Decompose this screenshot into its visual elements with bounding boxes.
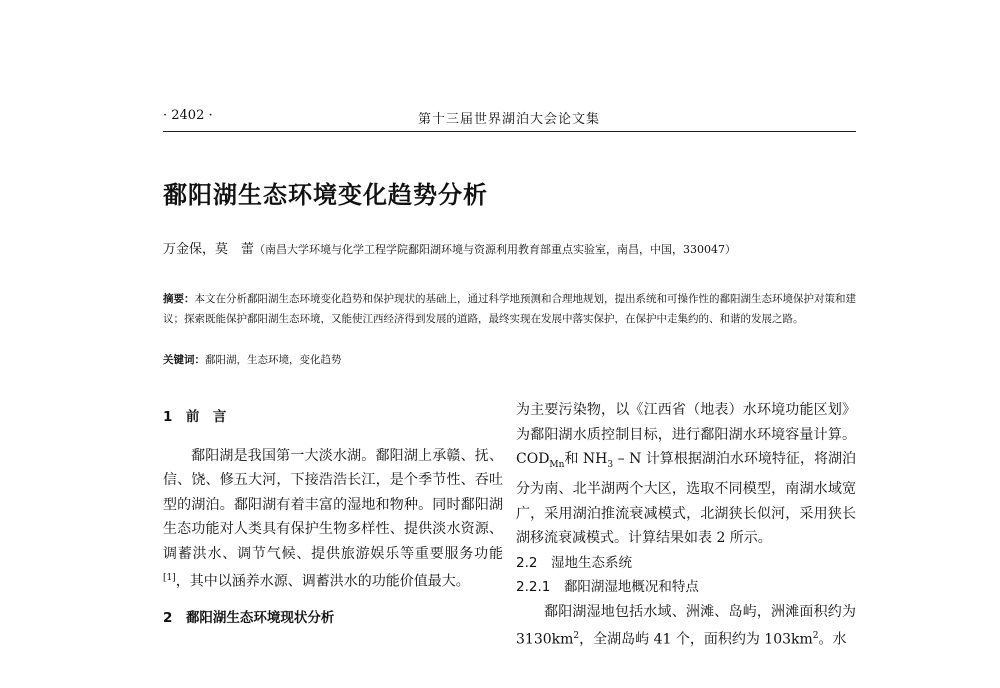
section-1-heading: 1 前 言 (163, 409, 227, 425)
affiliation: （南昌大学环境与化学工程学院鄱阳湖环境与资源利用教育部重点实验室，南昌，中国，330047） (254, 243, 737, 256)
paper-title: 鄱阳湖生态环境变化趋势分析 (163, 181, 488, 209)
proceedings-title: 第十三届世界湖泊大会论文集 (418, 112, 601, 127)
keywords-text: 鄱阳湖，生态环境，变化趋势 (205, 354, 342, 366)
cod-subscript: Mn (549, 459, 565, 470)
right-column (516, 398, 856, 652)
authors: 万金保，莫 蕾 (163, 242, 255, 257)
section-2-heading: 2 鄱阳湖生态环境现状分析 (163, 610, 335, 627)
right-text-d: 鄱阳湖湿地包括水域、洲滩、岛屿，洲滩面积约为 3130km (516, 603, 856, 648)
right-text-a: 为主要污染物，以《江西省（地表）水环境功能区划》为鄱阳湖水质控制目标，进行鄱阳湖水环境容量计算。COD (516, 402, 856, 467)
keywords-label: 关键词： (163, 354, 205, 366)
abstract-text: 本文在分析鄱阳湖生态环境变化趋势和保护现状的基础上，通过科学地预测和合理地规划，提出系统和可操作性的鄱阳湖生态环境保护对策和建议；探索既能保护鄱阳湖生态环境，又能使江西经济得到发展的道路，最终实现在发展中落实保护，在保护中走集约的、和谐的发展之路。 (163, 293, 856, 325)
subsection-2-2: 2.2 湿地生态系统 (516, 554, 632, 571)
page-number: · 2402 · (163, 108, 213, 123)
abstract (163, 289, 856, 329)
km2-superscript-1: 2 (573, 631, 580, 642)
right-paragraph-2 (516, 600, 856, 653)
left-column (163, 405, 503, 631)
nh3-subscript: 3 (607, 459, 614, 470)
section-1-text-a: 鄱阳湖是我国第一大淡水湖。鄱阳湖上承赣、抚、信、饶、修五大河，下接浩浩长江，是个季节性、吞吐型的湖泊。鄱阳湖有着丰富的湿地和物种。同时鄱阳湖生态功能对人类具有保护生物多样性、提供淡水资源、调蓄洪水、调节气候、提供旅游娱乐等重要服务功能 (163, 447, 503, 562)
subsection-2-2-1: 2.2.1 鄱阳湖湿地概况和特点 (516, 579, 699, 596)
author-line (163, 238, 736, 257)
right-paragraph-1 (516, 398, 856, 551)
abstract-label: 摘要： (163, 293, 195, 305)
right-text-f: 。水 (818, 631, 847, 648)
citation-1: [1] (163, 573, 176, 583)
km2-superscript-2: 2 (812, 631, 819, 642)
right-text-c: – N 计算根据湖泊水环境特征，将湖泊分为南、北半湖两个大区，选取不同模型，南湖水域宽广，采用湖泊推流衰减模式，北湖狭长似河，采用狭长湖移流衰减模式。计算结果如表 2 所示。 (516, 451, 856, 547)
keywords (163, 352, 342, 367)
right-text-e: ，全湖岛屿 41 个，面积约为 103km (579, 631, 813, 648)
right-text-b: 和 NH (564, 451, 608, 467)
header-rule (163, 131, 856, 132)
section-1-paragraph (163, 444, 503, 595)
section-1-text-b: ，其中以涵养水源、调蓄洪水的功能价值最大。 (175, 573, 470, 590)
